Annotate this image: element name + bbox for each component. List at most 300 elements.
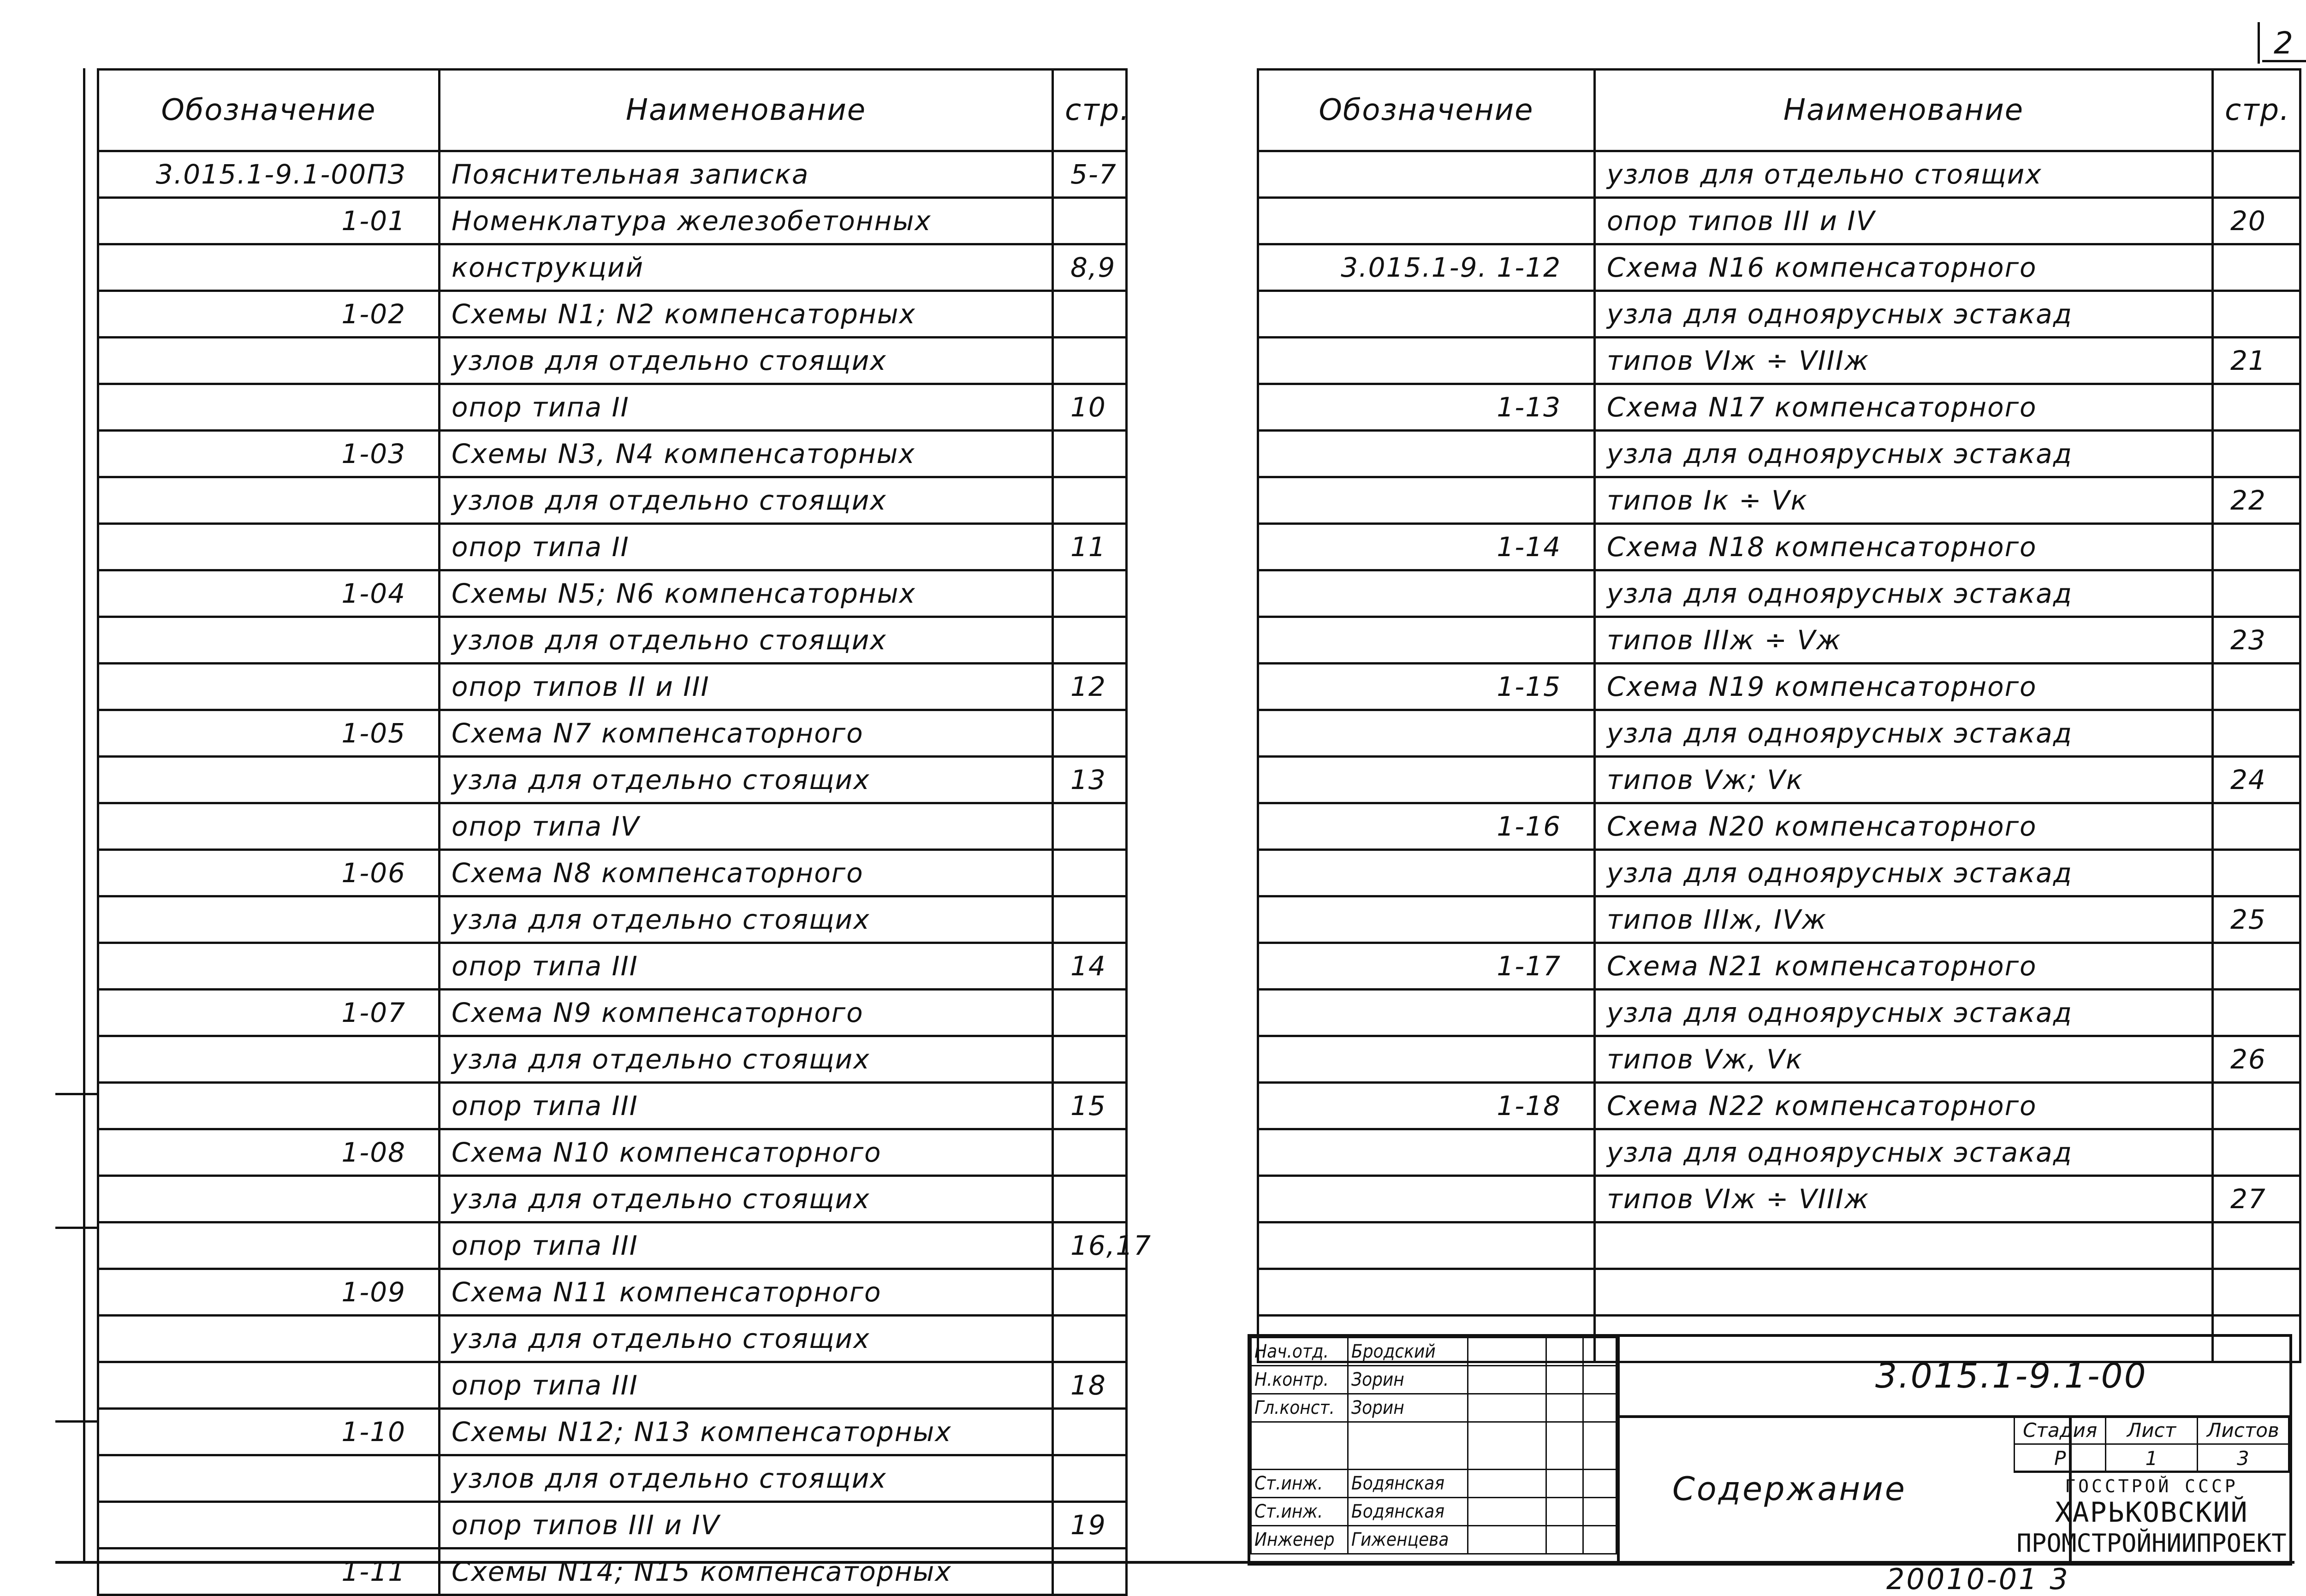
person-signature — [1468, 1394, 1546, 1422]
row-page — [1053, 990, 1127, 1036]
header-name: Наименование — [1595, 70, 2213, 151]
org-line-1: ГОССТРОЙ СССР — [2065, 1476, 2238, 1496]
row-name: Схема N9 компенсаторного — [440, 990, 1053, 1036]
table-row — [98, 1129, 1127, 1176]
person-extra — [1583, 1498, 1617, 1526]
person-role: Ст.инж. — [1251, 1470, 1348, 1498]
contents-table-left — [97, 68, 1152, 1596]
sheet-value: 1 — [2106, 1444, 2197, 1472]
row-page — [2213, 990, 2300, 1036]
row-name: узлов для отдельно стоящих — [1595, 151, 2213, 198]
row-page — [1053, 1316, 1127, 1362]
header-name: Наименование — [440, 70, 1053, 151]
row-name: узла для одноярусных эстакад — [1595, 850, 2213, 896]
row-designation — [98, 1176, 440, 1222]
row-page — [1053, 1549, 1127, 1595]
table-row — [98, 1036, 1127, 1083]
row-name: Схемы N3, N4 компенсаторных — [440, 431, 1053, 477]
row-page — [2213, 943, 2300, 990]
row-name: Схемы N12; N13 компенсаторных — [440, 1409, 1053, 1455]
person-date — [1546, 1526, 1583, 1554]
row-name: узла для одноярусных эстакад — [1595, 990, 2213, 1036]
person-extra — [1583, 1526, 1617, 1554]
row-page — [1053, 896, 1127, 943]
row-designation: 1-13 — [1258, 384, 1595, 431]
person-date — [1546, 1394, 1583, 1422]
row-page — [1053, 850, 1127, 896]
table-row — [1258, 1269, 2300, 1316]
row-designation: 1-15 — [1258, 664, 1595, 710]
row-designation: 1-14 — [1258, 524, 1595, 570]
row-name: Схемы N14; N15 компенсаторных — [440, 1549, 1053, 1595]
table-row — [1258, 757, 2300, 803]
row-page — [2213, 291, 2300, 338]
table-row — [98, 803, 1127, 850]
stage-value-row — [2015, 1444, 2289, 1472]
table-row — [1258, 943, 2300, 990]
row-page — [2213, 803, 2300, 850]
row-name: Схемы N1; N2 компенсаторных — [440, 291, 1053, 338]
row-page: 25 — [2213, 896, 2300, 943]
row-designation: 1-17 — [1258, 943, 1595, 990]
table-row — [98, 524, 1127, 570]
row-page — [2213, 1269, 2300, 1316]
table-row — [98, 1269, 1127, 1316]
row-page — [1053, 1409, 1127, 1455]
row-page: 10 — [1053, 384, 1127, 431]
table-row — [1258, 151, 2300, 198]
row-name: узла для одноярусных эстакад — [1595, 431, 2213, 477]
row-name: узла для одноярусных эстакад — [1595, 1129, 2213, 1176]
signature-row — [1251, 1470, 1617, 1498]
table-row — [1258, 990, 2300, 1036]
row-name: опор типа II — [440, 384, 1053, 431]
row-designation — [98, 1502, 440, 1549]
row-name: Схема N20 компенсаторного — [1595, 803, 2213, 850]
row-name: Схема N7 компенсаторного — [440, 710, 1053, 757]
row-designation: 1-18 — [1258, 1083, 1595, 1129]
row-name: Схема N11 компенсаторного — [440, 1269, 1053, 1316]
row-page: 11 — [1053, 524, 1127, 570]
frame-line-left-tick-1 — [55, 1093, 97, 1095]
table-row — [98, 244, 1127, 291]
row-designation — [98, 943, 440, 990]
table-row — [98, 1316, 1127, 1362]
signatures-body — [1251, 1338, 1617, 1554]
table-row — [98, 664, 1127, 710]
row-page — [1053, 710, 1127, 757]
row-name: Пояснительная записка — [440, 151, 1053, 198]
table-row — [98, 943, 1127, 990]
table-row — [1258, 850, 2300, 896]
row-name: конструкций — [440, 244, 1053, 291]
row-page — [1053, 431, 1127, 477]
row-page — [1053, 1455, 1127, 1502]
row-name: Номенклатура железобетонных — [440, 198, 1053, 244]
person-date — [1546, 1366, 1583, 1394]
title-block — [1248, 1334, 2292, 1566]
sheet-header: Лист — [2106, 1416, 2197, 1444]
signature-row — [1251, 1338, 1617, 1366]
person-date — [1546, 1338, 1583, 1366]
table-row — [98, 1455, 1127, 1502]
row-designation — [1258, 1129, 1595, 1176]
row-name: узлов для отдельно стоящих — [440, 477, 1053, 524]
person-name: Бодянская — [1348, 1470, 1468, 1498]
row-designation: 3.015.1-9.1-00ПЗ — [98, 151, 440, 198]
row-designation — [98, 617, 440, 664]
table-row — [1258, 198, 2300, 244]
table-row — [98, 1362, 1127, 1409]
table-row — [98, 431, 1127, 477]
row-designation — [1258, 431, 1595, 477]
table-row — [1258, 384, 2300, 431]
frame-line-left-tick-2 — [55, 1227, 97, 1229]
row-name: узла для отдельно стоящих — [440, 896, 1053, 943]
sheets-total-header: Листов — [2197, 1416, 2288, 1444]
row-page — [1053, 803, 1127, 850]
row-designation — [1258, 1036, 1595, 1083]
signatures-panel — [1250, 1337, 1620, 1563]
frame-line-left-tick-3 — [55, 1420, 97, 1423]
row-designation: 1-09 — [98, 1269, 440, 1316]
row-name: опор типов II и III — [440, 664, 1053, 710]
table-row — [1258, 244, 2300, 291]
person-role: Нач.отд. — [1251, 1338, 1348, 1366]
row-designation: 1-08 — [98, 1129, 440, 1176]
signature-row — [1251, 1394, 1617, 1422]
row-name: типов Iк ÷ Vк — [1595, 477, 2213, 524]
document-title: Содержание — [1617, 1415, 2072, 1563]
person-name: Зорин — [1348, 1366, 1468, 1394]
row-page — [1053, 570, 1127, 617]
table-row — [1258, 431, 2300, 477]
table-row — [1258, 1083, 2300, 1129]
row-name: Схема N17 компенсаторного — [1595, 384, 2213, 431]
row-page: 12 — [1053, 664, 1127, 710]
person-role: Н.контр. — [1251, 1366, 1348, 1394]
row-designation — [98, 896, 440, 943]
person-extra — [1583, 1470, 1617, 1498]
org-line-2: ХАРЬКОВСКИЙ — [2055, 1496, 2248, 1529]
table-row — [98, 384, 1127, 431]
row-name: типов Vж; Vк — [1595, 757, 2213, 803]
row-page: 18 — [1053, 1362, 1127, 1409]
row-designation — [1258, 850, 1595, 896]
person-signature — [1468, 1366, 1546, 1394]
person-name: Зорин — [1348, 1394, 1468, 1422]
table-row — [1258, 664, 2300, 710]
header-designation: Обозначение — [98, 70, 440, 151]
person-date — [1546, 1422, 1583, 1470]
person-signature — [1468, 1470, 1546, 1498]
row-page: 21 — [2213, 338, 2300, 384]
row-designation — [1258, 338, 1595, 384]
row-name: узла для отдельно стоящих — [440, 1316, 1053, 1362]
header-page: стр. — [2213, 70, 2300, 151]
row-name: типов VIж ÷ VIIIж — [1595, 1176, 2213, 1222]
table-row — [98, 1222, 1127, 1269]
table-row — [98, 1502, 1127, 1549]
person-extra — [1583, 1394, 1617, 1422]
person-name: Гиженцева — [1348, 1526, 1468, 1554]
table-row — [1258, 803, 2300, 850]
row-page: 22 — [2213, 477, 2300, 524]
person-date — [1546, 1498, 1583, 1526]
signature-row — [1251, 1526, 1617, 1554]
table-row — [98, 990, 1127, 1036]
row-designation: 3.015.1-9. 1-12 — [1258, 244, 1595, 291]
row-designation: 1-05 — [98, 710, 440, 757]
table-row — [1258, 1129, 2300, 1176]
row-name: Схема N18 компенсаторного — [1595, 524, 2213, 570]
row-page — [1053, 1176, 1127, 1222]
row-name: Схема N22 компенсаторного — [1595, 1083, 2213, 1129]
row-page — [1053, 291, 1127, 338]
row-designation — [1258, 1222, 1595, 1269]
row-page: 13 — [1053, 757, 1127, 803]
row-designation — [1258, 757, 1595, 803]
row-designation — [98, 477, 440, 524]
row-page: 15 — [1053, 1083, 1127, 1129]
row-name: опор типа III — [440, 943, 1053, 990]
person-date — [1546, 1470, 1583, 1498]
row-designation — [1258, 198, 1595, 244]
row-name: опор типов III и IV — [440, 1502, 1053, 1549]
row-designation — [1258, 477, 1595, 524]
row-designation — [1258, 896, 1595, 943]
table-row — [1258, 477, 2300, 524]
table-row — [98, 1083, 1127, 1129]
row-designation: 1-11 — [98, 1549, 440, 1595]
sheet-number: 2 — [2274, 25, 2293, 61]
row-page — [1053, 477, 1127, 524]
table-row — [1258, 338, 2300, 384]
row-designation: 1-07 — [98, 990, 440, 1036]
person-signature — [1468, 1526, 1546, 1554]
row-designation — [98, 1316, 440, 1362]
row-designation — [98, 1222, 440, 1269]
row-designation — [98, 244, 440, 291]
row-page — [2213, 710, 2300, 757]
row-designation — [98, 1083, 440, 1129]
row-designation: 1-10 — [98, 1409, 440, 1455]
row-page — [2213, 1222, 2300, 1269]
row-page — [2213, 664, 2300, 710]
frame-line-left-vertical — [83, 68, 85, 1562]
row-name: опор типов III и IV — [1595, 198, 2213, 244]
table-row — [1258, 710, 2300, 757]
row-page: 20 — [2213, 198, 2300, 244]
signature-row — [1251, 1422, 1617, 1470]
person-role: Ст.инж. — [1251, 1498, 1348, 1526]
row-page: 26 — [2213, 1036, 2300, 1083]
row-designation — [1258, 617, 1595, 664]
row-page — [2213, 850, 2300, 896]
row-name: Схема N10 компенсаторного — [440, 1129, 1053, 1176]
row-designation — [98, 1362, 440, 1409]
table-row — [98, 896, 1127, 943]
sheet-number-tick — [2258, 22, 2260, 64]
row-name: опор типа III — [440, 1362, 1053, 1409]
row-designation — [98, 1455, 440, 1502]
row-designation — [1258, 990, 1595, 1036]
row-name: Схема N8 компенсаторного — [440, 850, 1053, 896]
row-page: 8,9 — [1053, 244, 1127, 291]
row-designation — [1258, 1176, 1595, 1222]
row-designation — [98, 524, 440, 570]
row-designation: 1-02 — [98, 291, 440, 338]
row-page — [2213, 1129, 2300, 1176]
person-name: Бодянская — [1348, 1498, 1468, 1526]
row-page: 23 — [2213, 617, 2300, 664]
row-name: узла для одноярусных эстакад — [1595, 291, 2213, 338]
row-designation: 1-06 — [98, 850, 440, 896]
row-page — [1053, 198, 1127, 244]
table-row — [1258, 524, 2300, 570]
row-designation — [98, 664, 440, 710]
row-page — [1053, 1269, 1127, 1316]
row-name: опор типа III — [440, 1083, 1053, 1129]
row-name: типов Vж, Vк — [1595, 1036, 2213, 1083]
sheets-total-value: 3 — [2197, 1444, 2288, 1472]
table-row — [1258, 291, 2300, 338]
right-table-body — [1258, 151, 2300, 1362]
table-row — [98, 291, 1127, 338]
table-row — [98, 1549, 1127, 1595]
signature-row — [1251, 1498, 1617, 1526]
row-page — [2213, 151, 2300, 198]
row-page — [2213, 524, 2300, 570]
row-designation: 1-04 — [98, 570, 440, 617]
row-page: 24 — [2213, 757, 2300, 803]
row-name: узлов для отдельно стоящих — [440, 617, 1053, 664]
row-name: типов IIIж, IVж — [1595, 896, 2213, 943]
row-designation — [98, 1036, 440, 1083]
row-page: 16,17 — [1053, 1222, 1127, 1269]
left-table-body — [98, 151, 1152, 1595]
row-page — [2213, 431, 2300, 477]
person-extra — [1583, 1422, 1617, 1470]
table-header-row — [1258, 70, 2300, 151]
row-page — [2213, 384, 2300, 431]
person-extra — [1583, 1338, 1617, 1366]
table-header-row — [98, 70, 1127, 151]
row-name — [1595, 1269, 2213, 1316]
row-name: Схема N21 компенсаторного — [1595, 943, 2213, 990]
person-role: Гл.конст. — [1251, 1394, 1348, 1422]
table-row — [98, 757, 1127, 803]
row-page — [2213, 570, 2300, 617]
row-name: узла для отдельно стоящих — [440, 757, 1053, 803]
row-name — [1595, 1222, 2213, 1269]
row-name: типов IIIж ÷ Vж — [1595, 617, 2213, 664]
row-designation — [98, 757, 440, 803]
signature-row — [1251, 1366, 1617, 1394]
stage-table — [2014, 1415, 2289, 1471]
row-name: узла для отдельно стоящих — [440, 1176, 1053, 1222]
person-signature — [1468, 1422, 1546, 1470]
person-signature — [1468, 1498, 1546, 1526]
table-row — [98, 198, 1127, 244]
row-designation — [1258, 710, 1595, 757]
row-page — [1053, 617, 1127, 664]
org-line-3: ПРОМСТРОЙНИИПРОЕКТ — [2016, 1529, 2287, 1558]
row-page — [1053, 338, 1127, 384]
row-name: типов VIж ÷ VIIIж — [1595, 338, 2213, 384]
header-page: стр. — [1053, 70, 1127, 151]
contents-table-right — [1257, 68, 2301, 1363]
table-row — [98, 1409, 1127, 1455]
row-name: узла для одноярусных эстакад — [1595, 710, 2213, 757]
table-row — [98, 1176, 1127, 1222]
row-page: 14 — [1053, 943, 1127, 990]
row-designation — [1258, 151, 1595, 198]
row-designation — [98, 338, 440, 384]
archive-number: 20010-01 3 — [1886, 1562, 2070, 1596]
table-row — [1258, 617, 2300, 664]
row-designation — [1258, 291, 1595, 338]
row-designation — [98, 384, 440, 431]
row-name: узла для отдельно стоящих — [440, 1036, 1053, 1083]
row-name: опор типа IV — [440, 803, 1053, 850]
table-row — [1258, 570, 2300, 617]
row-name: опор типа III — [440, 1222, 1053, 1269]
organization-block — [2014, 1471, 2289, 1563]
table-row — [98, 617, 1127, 664]
row-designation — [1258, 1269, 1595, 1316]
table-row — [1258, 1176, 2300, 1222]
row-name: узла для одноярусных эстакад — [1595, 570, 2213, 617]
person-signature — [1468, 1338, 1546, 1366]
person-role: Инженер — [1251, 1526, 1348, 1554]
row-page: 5-7 — [1053, 151, 1127, 198]
table-row — [98, 850, 1127, 896]
header-designation: Обозначение — [1258, 70, 1595, 151]
row-designation: 1-01 — [98, 198, 440, 244]
row-page — [2213, 244, 2300, 291]
row-designation: 1-03 — [98, 431, 440, 477]
person-role — [1251, 1422, 1348, 1470]
row-name: Схемы N5; N6 компенсаторных — [440, 570, 1053, 617]
table-row — [98, 338, 1127, 384]
person-name — [1348, 1422, 1468, 1470]
row-designation — [1258, 570, 1595, 617]
row-page — [1053, 1129, 1127, 1176]
row-page — [1053, 1036, 1127, 1083]
table-row — [98, 710, 1127, 757]
table-row — [98, 570, 1127, 617]
table-row — [98, 151, 1127, 198]
row-name: опор типа II — [440, 524, 1053, 570]
stage-header: Стадия — [2015, 1416, 2106, 1444]
row-page: 27 — [2213, 1176, 2300, 1222]
person-extra — [1583, 1366, 1617, 1394]
row-name: узлов для отдельно стоящих — [440, 1455, 1053, 1502]
row-designation — [98, 803, 440, 850]
stage-value: Р — [2015, 1444, 2106, 1472]
table-row — [1258, 1222, 2300, 1269]
table-row — [98, 477, 1127, 524]
stage-header-row — [2015, 1416, 2289, 1444]
row-page: 19 — [1053, 1502, 1127, 1549]
row-name: Схема N16 компенсаторного — [1595, 244, 2213, 291]
person-name: Бродский — [1348, 1338, 1468, 1366]
row-name: узлов для отдельно стоящих — [440, 338, 1053, 384]
row-name: Схема N19 компенсаторного — [1595, 664, 2213, 710]
document-code: 3.015.1-9.1-00 — [1617, 1337, 2289, 1418]
row-page — [2213, 1083, 2300, 1129]
